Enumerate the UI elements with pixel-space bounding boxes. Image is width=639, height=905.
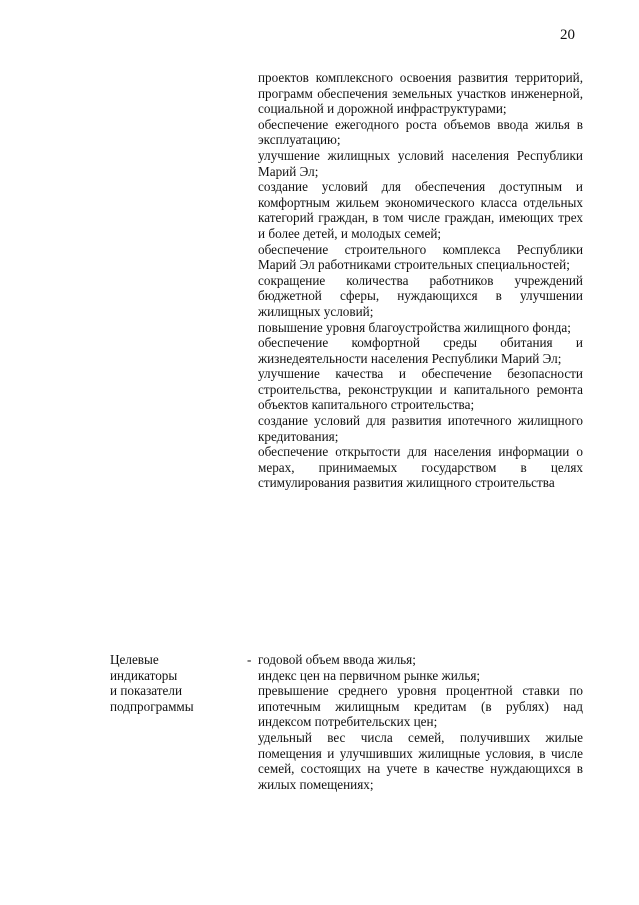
task-item: создание условий для развития ипотечного жилищного кредитования; <box>258 413 583 444</box>
task-item: проектов комплексного освоения развития территорий, программ обеспечения земельных участков инженерной, социальной и дорожной инфраструктурами; <box>258 70 583 117</box>
indicator-item: индекс цен на первичном рынке жилья; <box>258 667 481 683</box>
indicator-item: удельный вес числа семей, получивших жилые помещения и улучшивших жилищные условия, в числе семей, состоящих на учете в качестве нуждающихся в жилых помещениях; <box>258 729 583 792</box>
task-item: улучшение качества и обеспечение безопасности строительства, реконструкции и капитального ремонта объектов капитального строительства; <box>258 366 583 413</box>
indicators-label-line: и показатели <box>110 683 183 699</box>
task-item: обеспечение открытости для населения информации о мерах, принимаемых государством в целях стимулирования развития жилищного строительства <box>258 444 583 491</box>
task-item: улучшение жилищных условий населения Республики Марий Эл; <box>258 147 583 179</box>
separator-dash: - <box>247 652 252 667</box>
indicators-label <box>110 652 230 714</box>
indicators-label-line: индикаторы <box>110 667 178 683</box>
indicators-label-line: Целевые <box>110 652 159 667</box>
task-item: создание условий для обеспечения доступным и комфортным жильем экономического класса отдельных категорий граждан, в том числе граждан, имеющих трех и более детей, и молодых семей; <box>258 179 583 241</box>
indicators-label-line: подпрограммы <box>110 698 194 714</box>
indicator-item: превышение среднего уровня процентной ставки по ипотечным жилищным кредитам (в рублях) над индексом потребительских цен; <box>258 683 583 730</box>
tasks-list <box>258 70 583 491</box>
indicator-item: годовой объем ввода жилья; <box>258 652 416 667</box>
task-item: сокращение количества работников учреждений бюджетной сферы, нуждающихся в улучшении жилищных условий; <box>258 272 583 319</box>
task-item: обеспечение ежегодного роста объемов ввода жилья в эксплуатацию; <box>258 116 583 148</box>
indicators-list <box>258 652 583 792</box>
task-item: повышение уровня благоустройства жилищного фонда; <box>258 319 571 335</box>
page-number: 20 <box>560 27 575 43</box>
task-item: обеспечение комфортной среды обитания и жизнедеятельности населения Республики Марий Эл; <box>258 335 583 366</box>
task-item: обеспечение строительного комплекса Республики Марий Эл работниками строительных специальностей; <box>258 241 583 273</box>
